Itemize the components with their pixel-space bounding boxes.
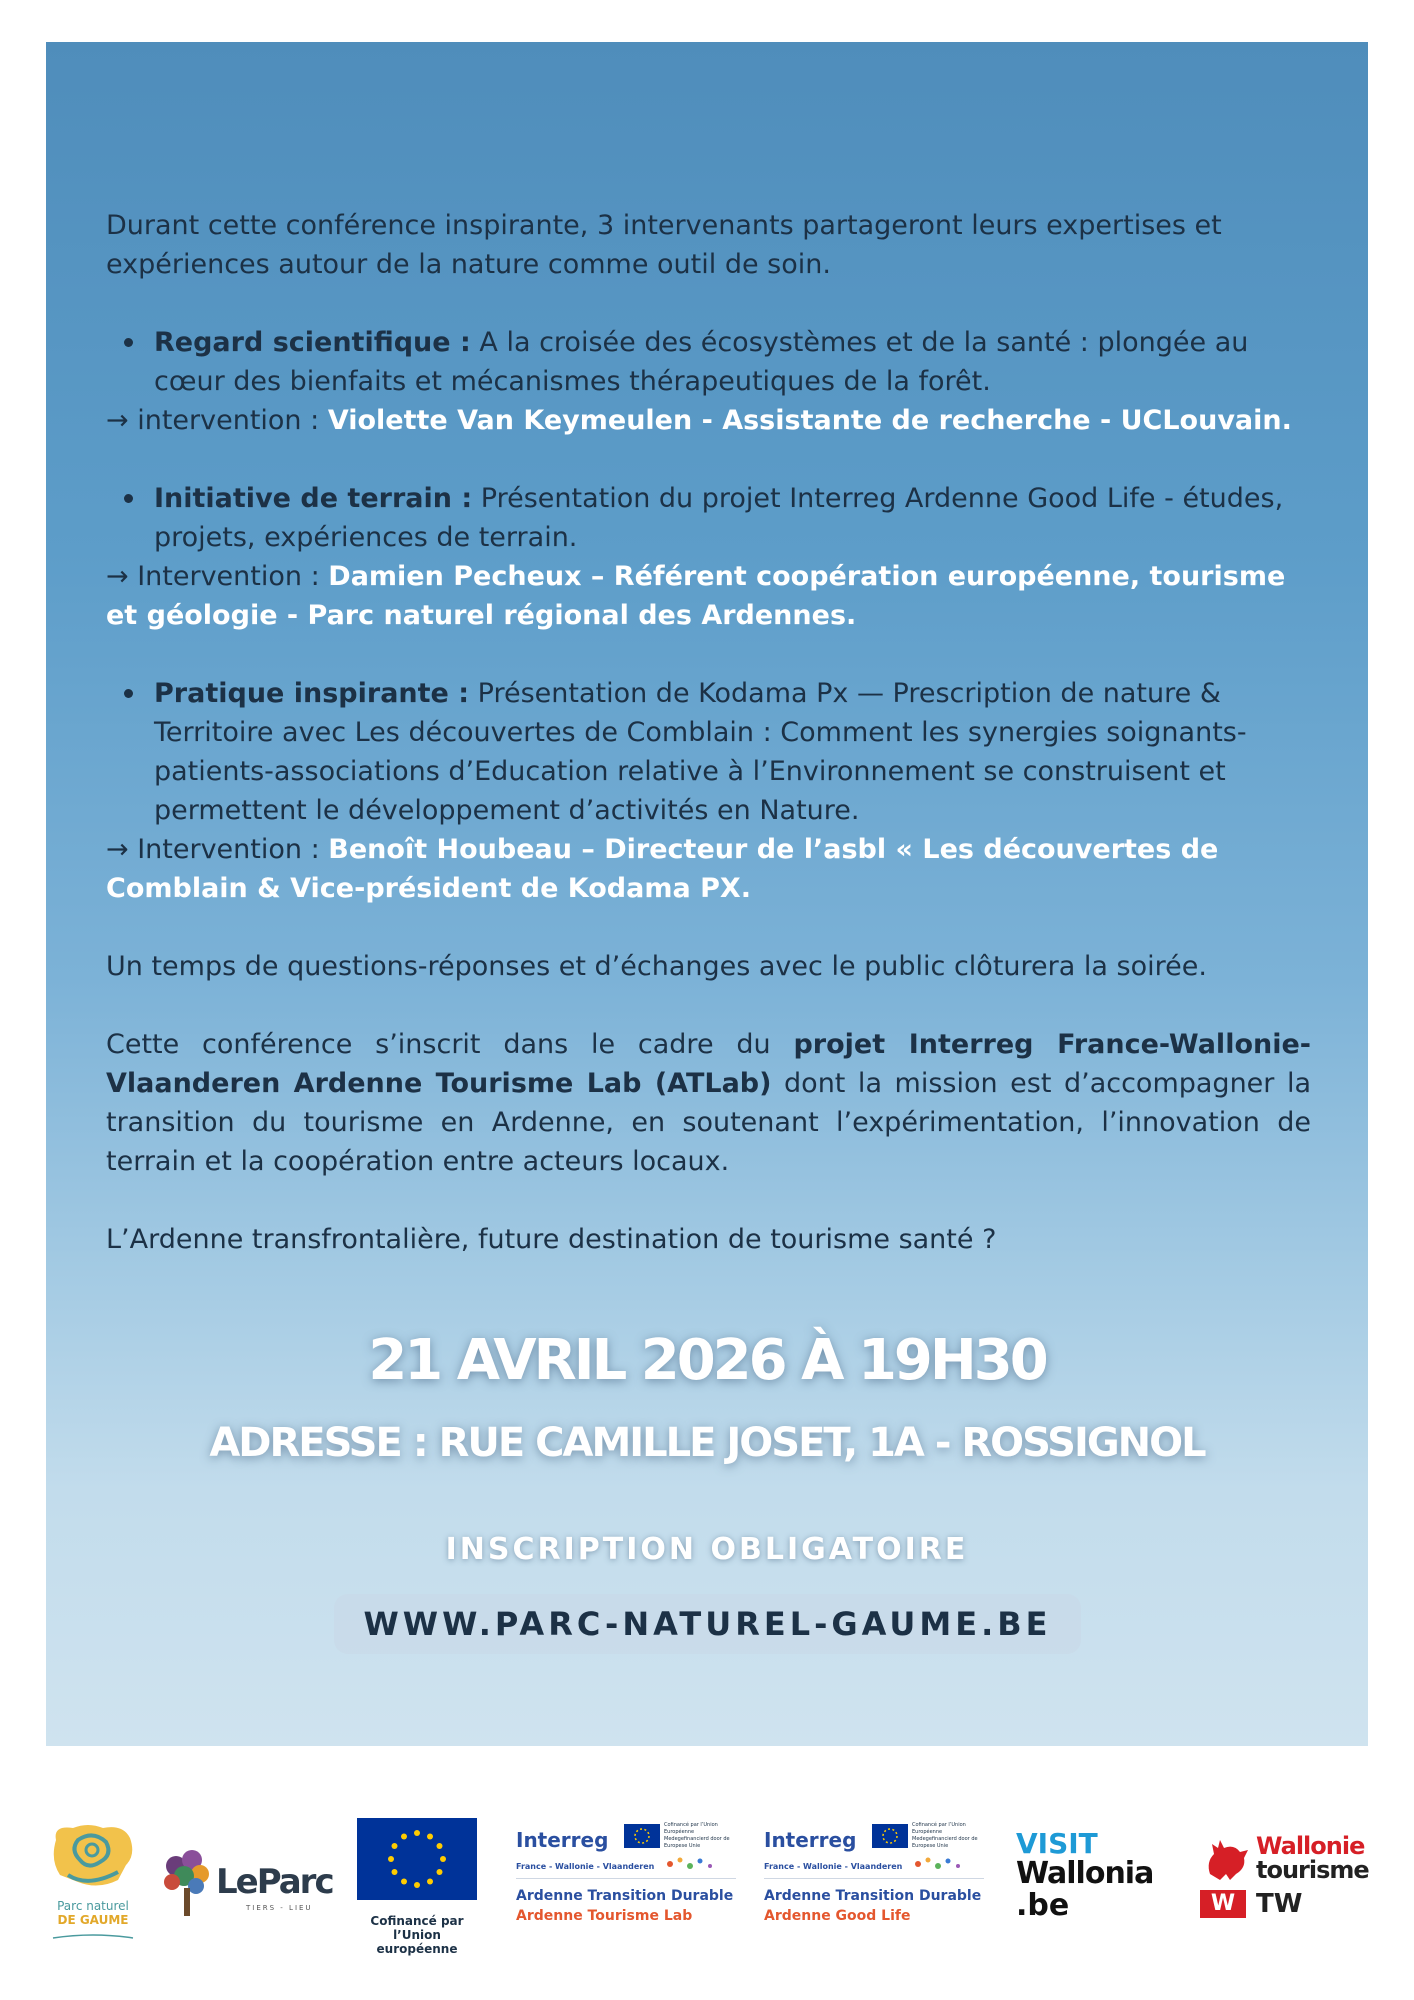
- bullet-title: Initiative de terrain :: [154, 483, 473, 514]
- interreg-b-line-1: Ardenne Transition Durable: [764, 1888, 982, 1904]
- eu-flag-icon: [357, 1818, 477, 1900]
- speaker-name: Benoît Houbeau – Directeur de l’asbl « Les découvertes de Comblain & Vice-président de Kodama PX.: [106, 834, 1219, 904]
- bullet-item: [106, 323, 1311, 401]
- registration-notice: INSCRIPTION OBLIGATOIRE: [445, 1532, 969, 1567]
- visit-word: VISIT: [1016, 1827, 1098, 1860]
- intervention-line: [106, 557, 1311, 635]
- interreg-region: France - Wallonie - Vlaanderen: [516, 1862, 655, 1871]
- logo-interreg-atlab: [516, 1820, 736, 1950]
- event-address: ADRESSE : RUE CAMILLE JOSET, 1A - ROSSIGNOL: [209, 1420, 1205, 1466]
- speaker-name: Violette Van Keymeulen - Assistante de recherche - UCLouvain.: [327, 405, 1292, 436]
- bullet-text: A la croisée des écosystèmes et de la santé : plongée au cœur des bienfaits et mécanismes thérapeutiques de la forêt.: [154, 327, 1249, 397]
- intervention-prefix: → intervention :: [106, 405, 320, 436]
- wallonia-word: Wallonia: [1016, 1856, 1154, 1891]
- dots-icon: [664, 1854, 724, 1874]
- bullet-text: Présentation du projet Interreg Ardenne Good Life - études, projets, expériences de terrain.: [154, 483, 1284, 553]
- intervention-prefix: → Intervention :: [106, 561, 320, 592]
- interreg-a-line-1: Ardenne Transition Durable: [516, 1888, 734, 1904]
- bullet-item: [106, 674, 1311, 830]
- website-link[interactable]: WWW.PARC-NATUREL-GAUME.BE: [334, 1594, 1081, 1654]
- interreg-wordmark: Interreg: [764, 1828, 857, 1852]
- eu-line-1: Cofinancé par: [370, 1914, 464, 1928]
- speaker-block-1: [106, 323, 1311, 440]
- speaker-name: Damien Pecheux – Référent coopération européenne, tourisme et géologie - Parc naturel régional des Ardennes.: [106, 561, 1286, 631]
- bullet-item: [106, 479, 1311, 557]
- logo-le-parc: [162, 1848, 333, 1928]
- intervention-line: [106, 830, 1311, 908]
- png-line-2: DE GAUME: [57, 1913, 129, 1927]
- interreg-a-line-2: Ardenne Tourisme Lab: [516, 1908, 693, 1924]
- leparc-subtitle: TIERS - LIEU: [246, 1904, 313, 1912]
- wave-icon: [48, 1930, 138, 1942]
- speaker-block-3: [106, 674, 1311, 908]
- event-date: 21 AVRIL 2026 À 19H30: [368, 1328, 1046, 1393]
- dots-icon: [912, 1854, 972, 1874]
- intervention-prefix: → Intervention :: [106, 834, 320, 865]
- bullet-dot: [124, 338, 133, 347]
- interreg-wordmark: Interreg: [516, 1828, 609, 1852]
- intervention-line: [106, 401, 1311, 440]
- eu-line-2: l’Union européenne: [376, 1928, 458, 1956]
- context-pre: Cette conférence s’inscrit dans le cadre du: [106, 1029, 771, 1060]
- speaker-block-2: [106, 479, 1311, 635]
- interreg-cofinance-small: Cofinancé par l’Union Européenne Medegefinancierd door de Europese Unie: [664, 1822, 730, 1849]
- tree-icon: [162, 1848, 212, 1918]
- context-post: dont la mission est d’accompagner la transition du tourisme en Ardenne, en soutenant l’expérimentation, l’innovation de terrain et la coopération entre acteurs locaux.: [106, 1068, 1311, 1177]
- parc-gaume-emblem-icon: [48, 1820, 138, 1895]
- bullet-text: Présentation de Kodama Px — Prescription de nature & Territoire avec Les découvertes de Comblain : Comment les synergies soignants-patients-associations d’Education relative à l’Environnement se construisent et permettent le développement d’activités en Nature.: [154, 678, 1247, 826]
- context-paragraph: [106, 1025, 1311, 1181]
- eu-flag-icon: [624, 1824, 660, 1848]
- tw-word: TW: [1256, 1889, 1303, 1919]
- logo-wallonie-tourisme: [1200, 1834, 1380, 1944]
- png-line-1: Parc naturel: [57, 1899, 129, 1913]
- event-poster-panel: [46, 42, 1368, 1746]
- interreg-region: France - Wallonie - Vlaanderen: [764, 1862, 903, 1871]
- closing-text: Un temps de questions-réponses et d’échanges avec le public clôturera la soirée.: [106, 951, 1207, 982]
- logo-visit-wallonia: [1016, 1827, 1186, 1940]
- wallonie-word: Wallonie: [1256, 1832, 1365, 1860]
- leparc-wordmark: LeParc: [216, 1862, 333, 1902]
- intro-text: Durant cette conférence inspirante, 3 intervenants partageront leurs expertises et expériences autour de la nature comme outil de soin.: [106, 210, 1222, 280]
- question-text: L’Ardenne transfrontalière, future destination de tourisme santé ?: [106, 1224, 997, 1255]
- logo-interreg-goodlife: [764, 1820, 984, 1950]
- bullet-title: Regard scientifique :: [154, 327, 471, 358]
- bullet-dot: [124, 494, 133, 503]
- rooster-icon: [1200, 1834, 1252, 1884]
- w-badge-icon: W: [1200, 1890, 1246, 1918]
- interreg-b-line-2: Ardenne Good Life: [764, 1908, 911, 1924]
- logo-parc-naturel-gaume: [48, 1820, 138, 1940]
- be-word: .be: [1016, 1888, 1070, 1923]
- bullet-title: Pratique inspirante :: [154, 678, 470, 709]
- bullet-dot: [124, 689, 133, 698]
- tourisme-word: tourisme: [1256, 1856, 1369, 1884]
- poster-body: [106, 206, 1311, 1259]
- partner-logos: [0, 1800, 1414, 1960]
- interreg-cofinance-small: Cofinancé par l’Union Européenne Medegefinancierd door de Europese Unie: [912, 1822, 978, 1849]
- eu-flag-icon: [872, 1824, 908, 1848]
- context-project: projet Interreg France-Wallonie-Vlaanderen Ardenne Tourisme Lab (ATLab): [106, 1029, 1311, 1099]
- logo-eu-cofinance: [352, 1818, 482, 1956]
